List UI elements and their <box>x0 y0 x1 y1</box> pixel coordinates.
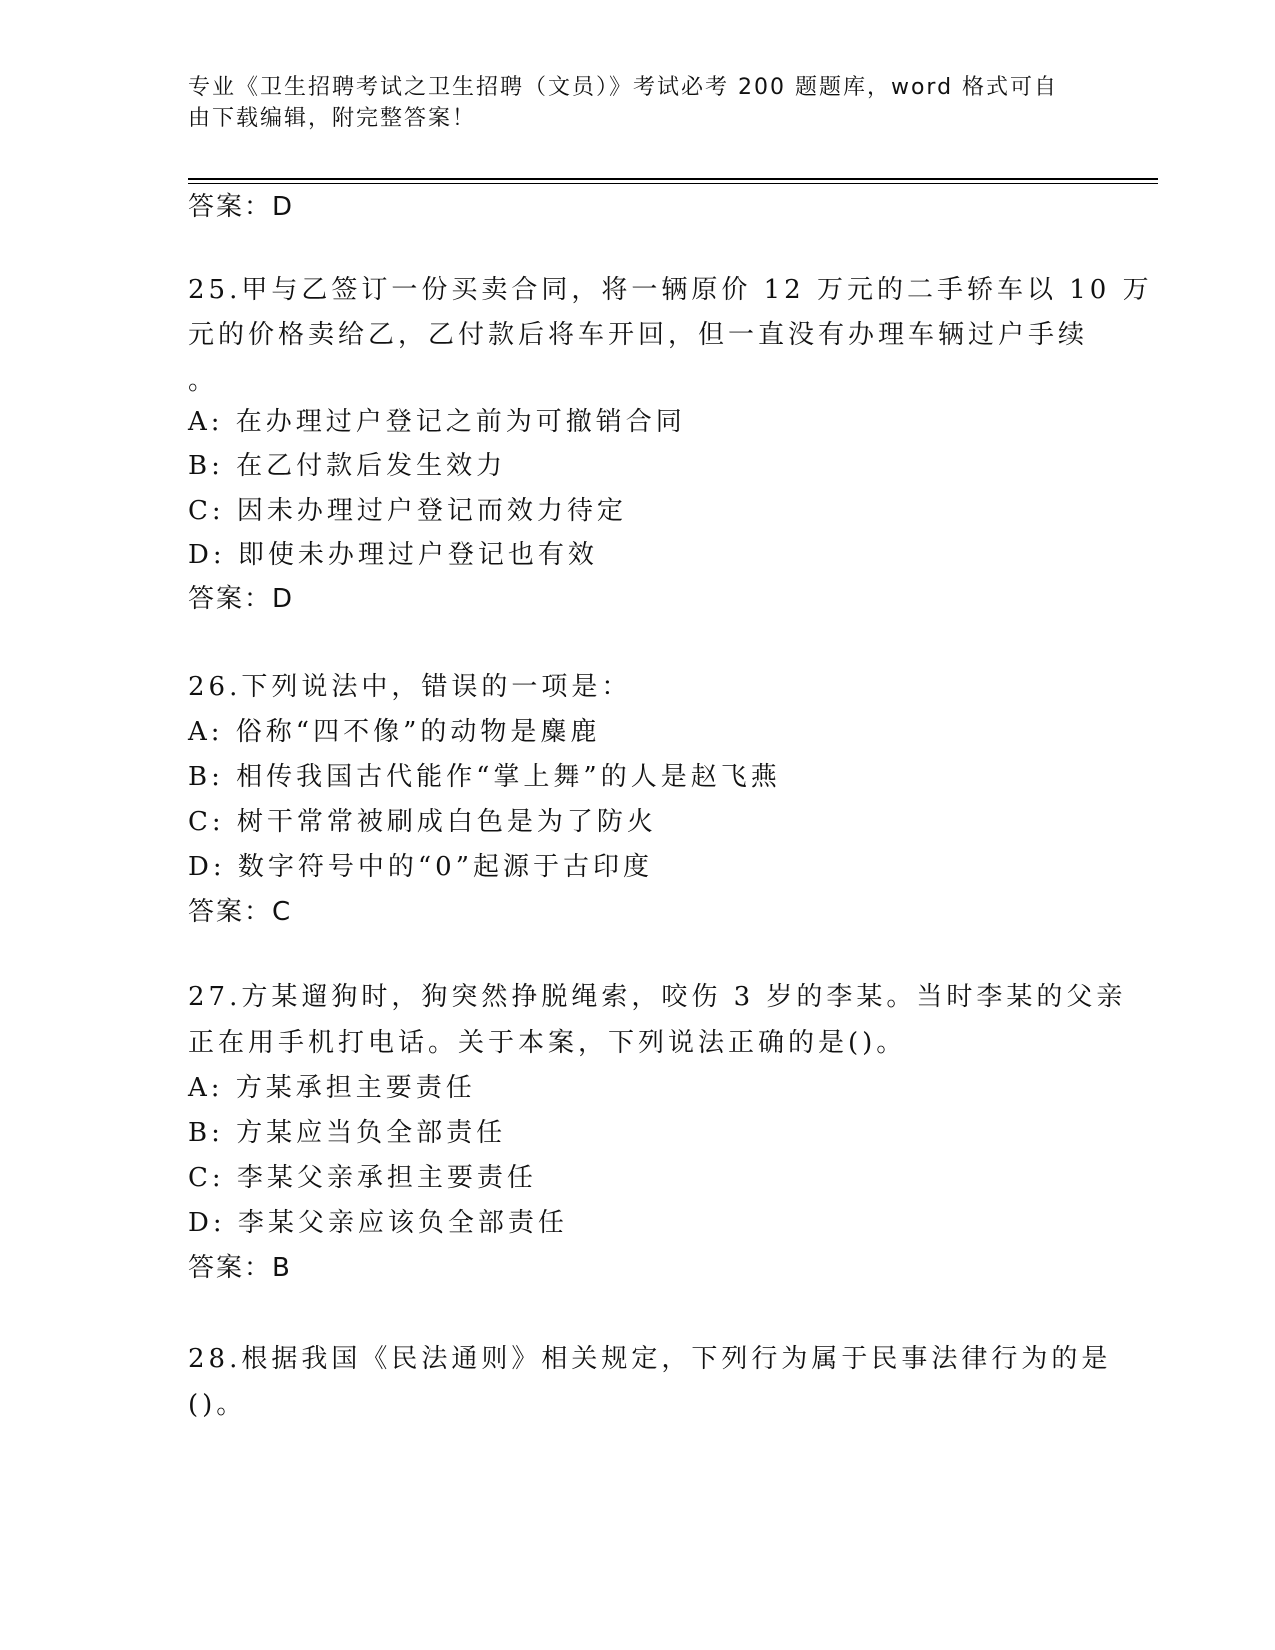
answer-label: 答案：B <box>188 1253 292 1283</box>
option-c: C: 树干常常被刷成白色是为了防火 <box>188 807 657 837</box>
option-a: A: 俗称“四不像”的动物是麋鹿 <box>188 717 601 747</box>
option-d: D: 数字符号中的“0”起源于古印度 <box>188 852 653 882</box>
option-d: D: 李某父亲应该负全部责任 <box>188 1208 568 1238</box>
answer-label: 答案：D <box>188 584 295 614</box>
option-a: A: 在办理过户登记之前为可撤销合同 <box>188 407 686 437</box>
option-b: B: 方某应当负全部责任 <box>188 1118 507 1148</box>
answer-label: 答案：C <box>188 897 293 927</box>
question-stem-line: 27.方某遛狗时，狗突然挣脱绳索，咬伤 3 岁的李某。当时李某的父亲 <box>188 982 1127 1012</box>
option-b: B: 相传我国古代能作“掌上舞”的人是赵飞燕 <box>188 762 781 792</box>
header-line-2: 由下载编辑，附完整答案！ <box>188 106 477 131</box>
question-stem-line: 25.甲与乙签订一份买卖合同，将一辆原价 12 万元的二手轿车以 10 万 <box>188 275 1153 305</box>
question-stem-line: 正在用手机打电话。关于本案，下列说法正确的是()。 <box>188 1028 907 1058</box>
question-stem-line: 28.根据我国《民法通则》相关规定，下列行为属于民事法律行为的是 <box>188 1344 1112 1374</box>
option-d: D: 即使未办理过户登记也有效 <box>188 540 598 570</box>
question-stem-line: 26.下列说法中，错误的一项是： <box>188 672 632 702</box>
question-stem-line: 。 <box>188 366 219 396</box>
question-stem-line: 元的价格卖给乙，乙付款后将车开回，但一直没有办理车辆过户手续 <box>188 320 1089 350</box>
option-a: A: 方某承担主要责任 <box>188 1073 476 1103</box>
header-line-1: 专业《卫生招聘考试之卫生招聘（文员）》考试必考 200 题题库，word 格式可自 <box>188 75 1059 100</box>
header-rule-thin <box>188 183 1158 184</box>
option-c: C: 李某父亲承担主要责任 <box>188 1163 537 1193</box>
document-header <box>188 72 1068 134</box>
question-stem-line: ()。 <box>188 1390 247 1420</box>
answer-label: 答案：D <box>188 192 295 222</box>
option-b: B: 在乙付款后发生效力 <box>188 451 507 481</box>
option-c: C: 因未办理过户登记而效力待定 <box>188 496 627 526</box>
header-rule-thick <box>188 178 1158 180</box>
